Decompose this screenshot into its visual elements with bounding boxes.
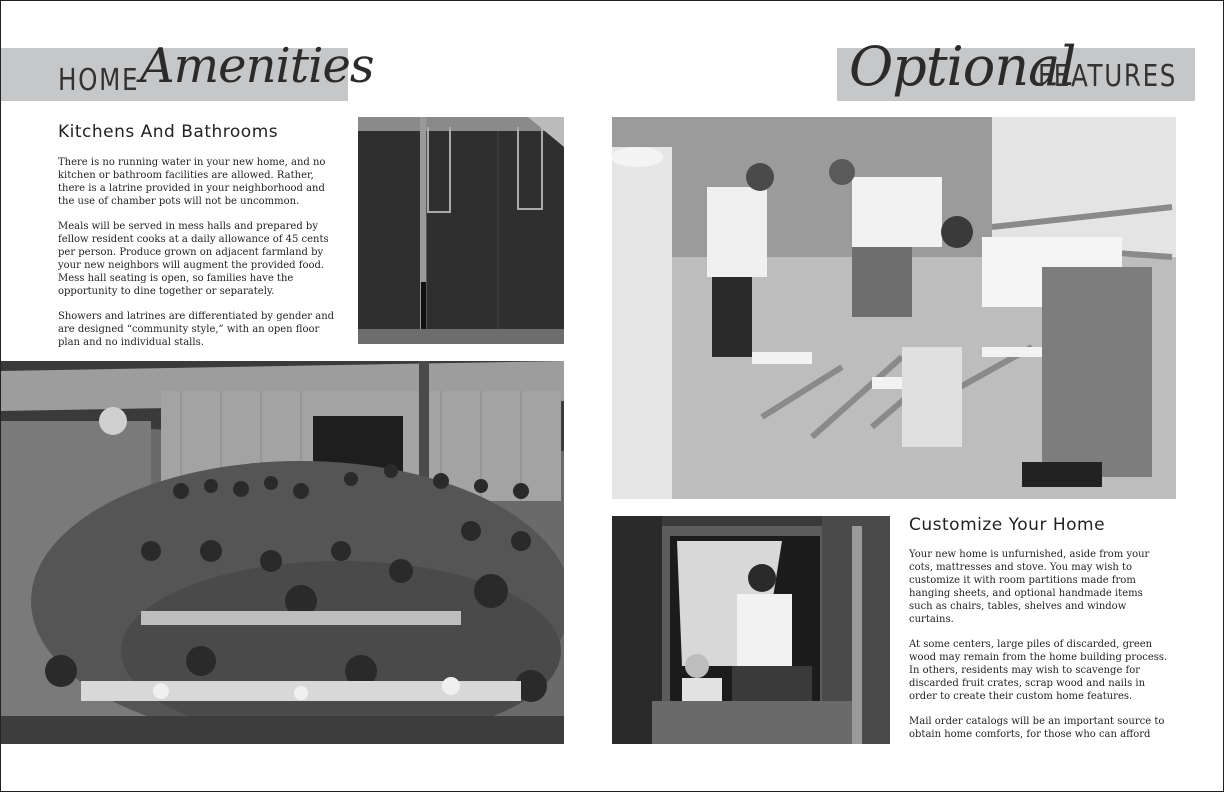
woodworking-photo [612, 117, 1176, 499]
customize-home-title: Customize Your Home [909, 515, 1106, 535]
kitchens-bathrooms-title: Kitchens And Bathrooms [58, 122, 279, 142]
header-script-optional: Optional [849, 35, 1076, 98]
kitchens-bathrooms-body [58, 156, 344, 361]
header-script-amenities: Amenities [140, 38, 374, 94]
mess-hall-photo [1, 361, 564, 744]
shower-room-photo [358, 117, 564, 344]
paragraph: At some centers, large piles of discarded, green wood may remain from the home building process. In others, residents may wish to scavenge for discarded fruit crates, scrap wood and nails in order to create their custom home features. [909, 639, 1168, 702]
header-caps-features: FEATURES [1038, 59, 1178, 94]
paragraph: Showers and latrines are differentiated by gender and are designed “community style,” with an open floor plan and no individual stalls. [58, 311, 335, 348]
paragraph: Your new home is unfurnished, aside from your cots, mattresses and stove. You may wish to customize it with room partitions made from hanging sheets, and optional handmade items such as chairs, tables, shelves and window curtains. [909, 549, 1150, 625]
header-caps-home: HOME [58, 63, 140, 98]
paragraph: Mail order catalogs will be an important source to obtain home comforts, for those who can afford [909, 716, 1165, 740]
customize-home-body [909, 548, 1169, 753]
paragraph: Meals will be served in mess halls and prepared by fellow resident cooks at a daily allowance of 45 cents per person. Produce grown on adjacent farmland by your new neighbors will augment the provided food. Mess hall seating is open, so families have the opportunity to dine together or separately. [58, 221, 329, 297]
paragraph: There is no running water in your new home, and no kitchen or bathroom facilities are allowed. Rather, there is a latrine provided in your neighborhood and the use of chamber pots will not be uncommon. [58, 157, 326, 207]
window-curtain-photo [612, 516, 890, 744]
